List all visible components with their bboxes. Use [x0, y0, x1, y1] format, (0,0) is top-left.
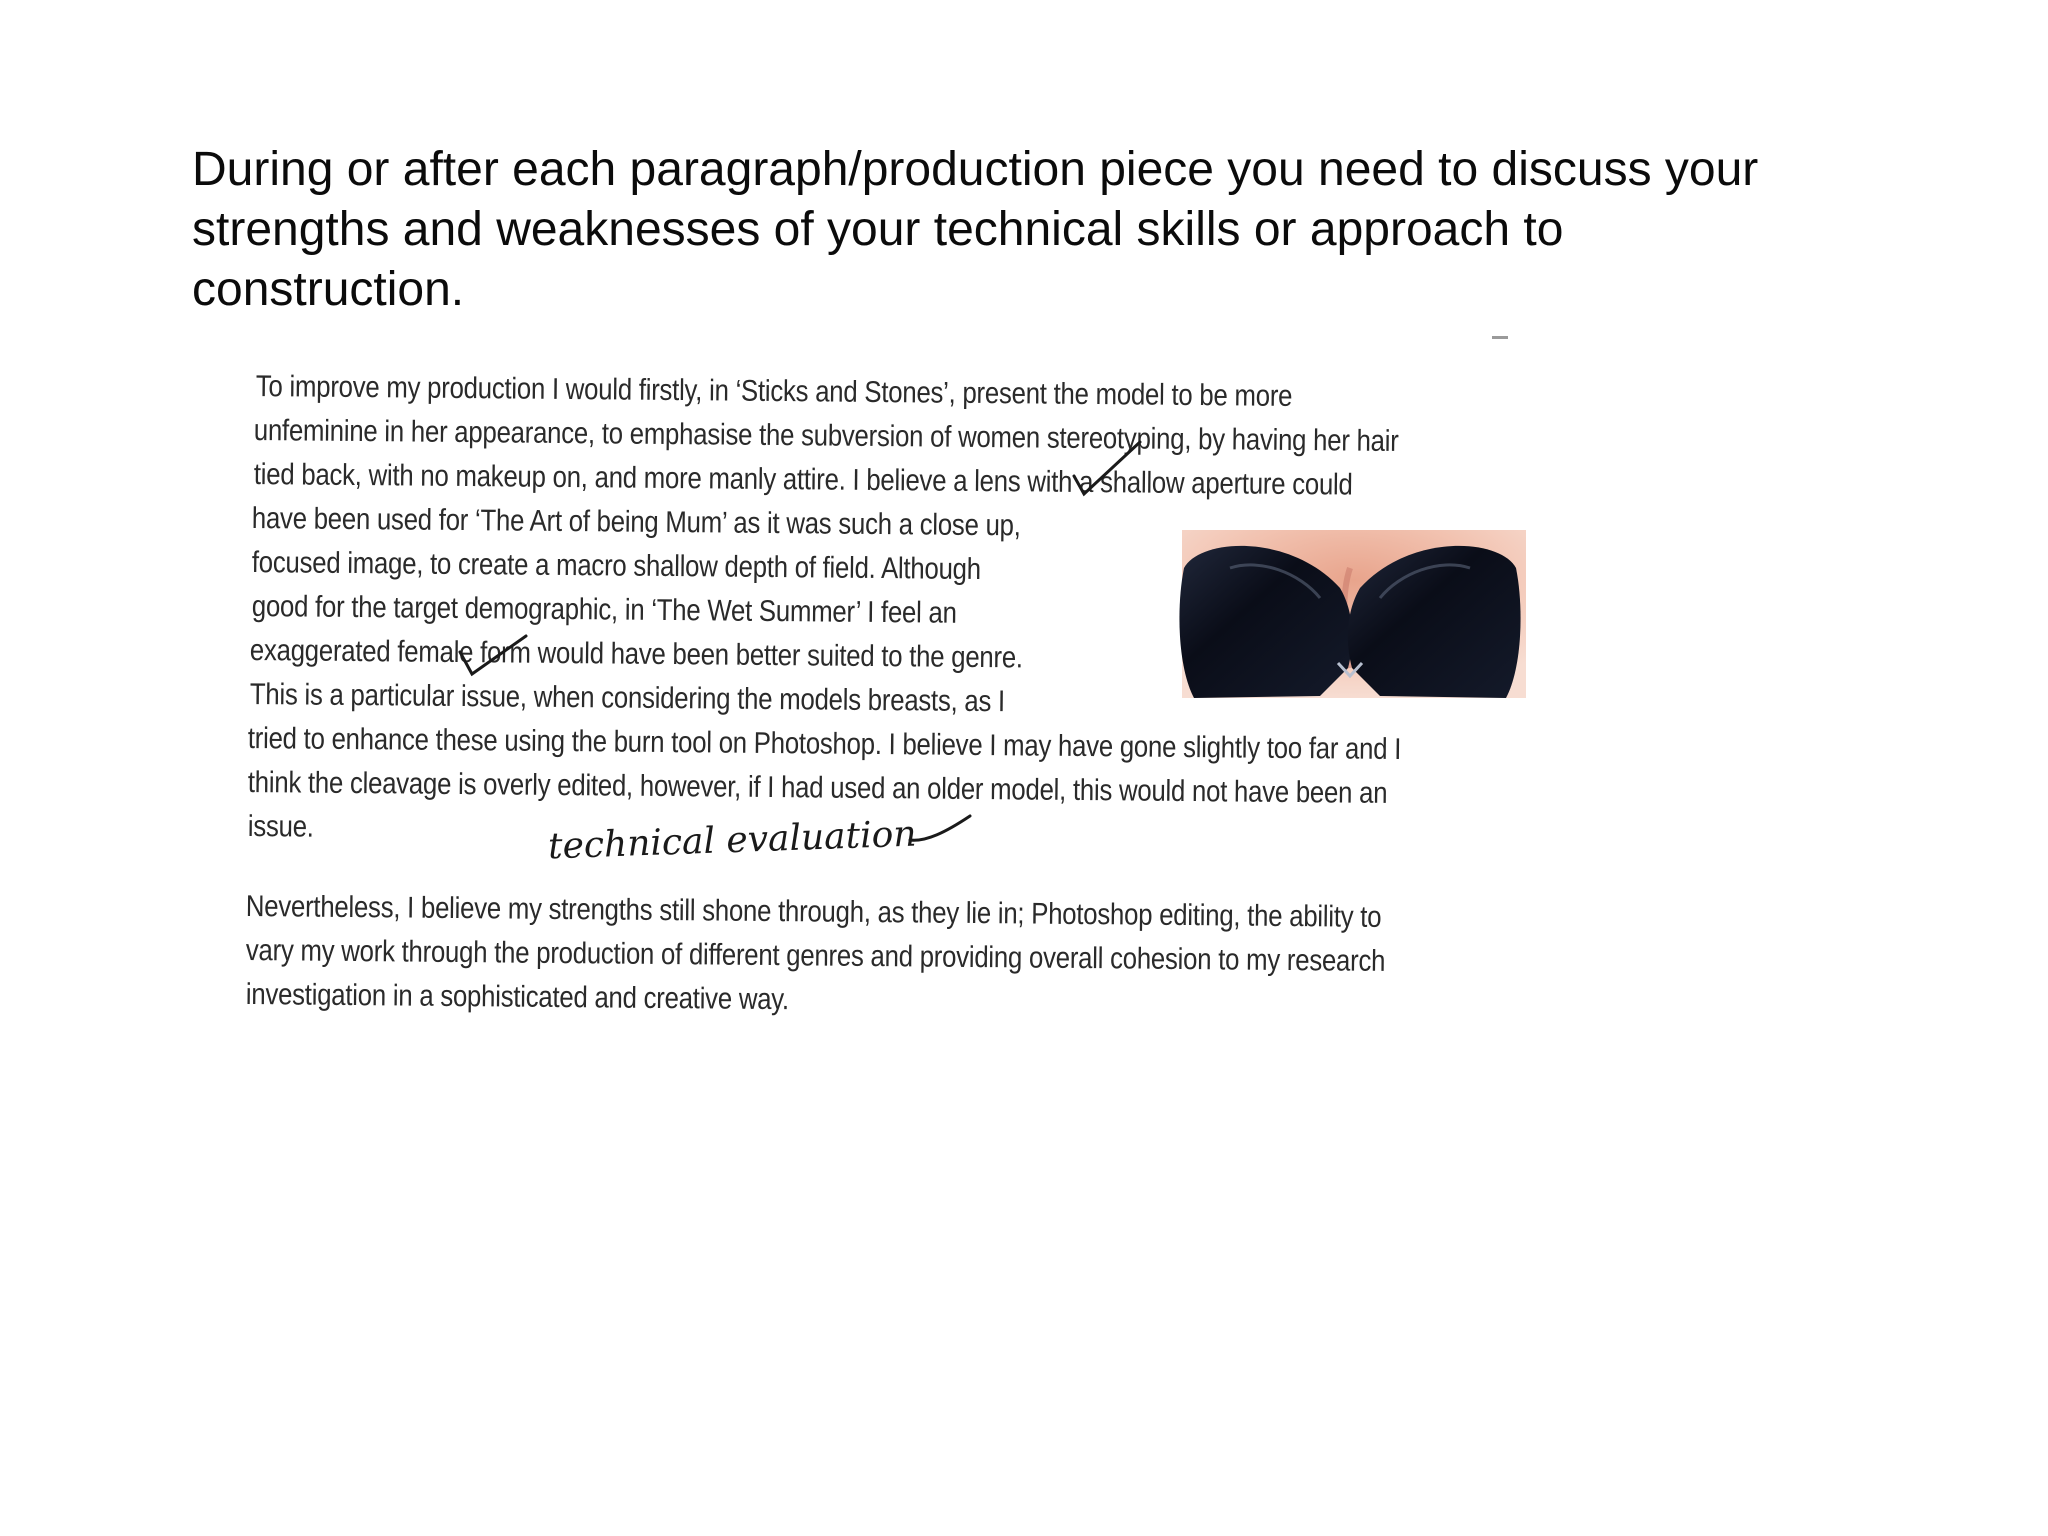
- essay-line: focused image, to create a macro shallow depth of field. Although: [251, 546, 981, 586]
- essay-line: think the cleavage is overly edited, however, if I had used an older model, this would not have been an: [247, 766, 1388, 810]
- essay-line: This is a particular issue, when considering the models breasts, as I: [249, 678, 1006, 719]
- essay-line: unfeminine in her appearance, to emphasise the subversion of women stereotyping, by having her hair: [253, 414, 1399, 458]
- handwritten-note: technical evaluation: [547, 813, 918, 868]
- essay-line: have been used for ‘The Art of being Mum’ as it was such a close up,: [251, 502, 1021, 543]
- bra-close-up-image: [1170, 528, 1530, 700]
- essay-line: issue.: [247, 810, 314, 844]
- scanned-essay-excerpt: [230, 340, 1570, 1060]
- essay-line: exaggerated female form would have been better suited to the genre.: [249, 634, 1023, 675]
- essay-line: Nevertheless, I believe my strengths still shone through, as they lie in; Photoshop editing, the ability to: [245, 890, 1382, 934]
- essay-line: vary my work through the production of different genres and providing overall cohesion to my research: [245, 934, 1386, 978]
- essay-line: investigation in a sophisticated and creative way.: [245, 978, 790, 1017]
- essay-line: tied back, with no makeup on, and more manly attire. I believe a lens with a shallow aperture could: [253, 458, 1353, 502]
- essay-line: To improve my production I would firstly, in ‘Sticks and Stones’, present the model to be more: [255, 370, 1293, 413]
- scan-dash-mark: [1492, 336, 1508, 339]
- essay-line: good for the target demographic, in ‘The Wet Summer’ I feel an: [251, 590, 957, 630]
- slide-heading: During or after each paragraph/production piece you need to discuss your strengths and weaknesses of your technical skills or approach to construction.: [192, 143, 1759, 316]
- essay-line: tried to enhance these using the burn tool on Photoshop. I believe I may have gone slightly too far and I: [247, 722, 1402, 767]
